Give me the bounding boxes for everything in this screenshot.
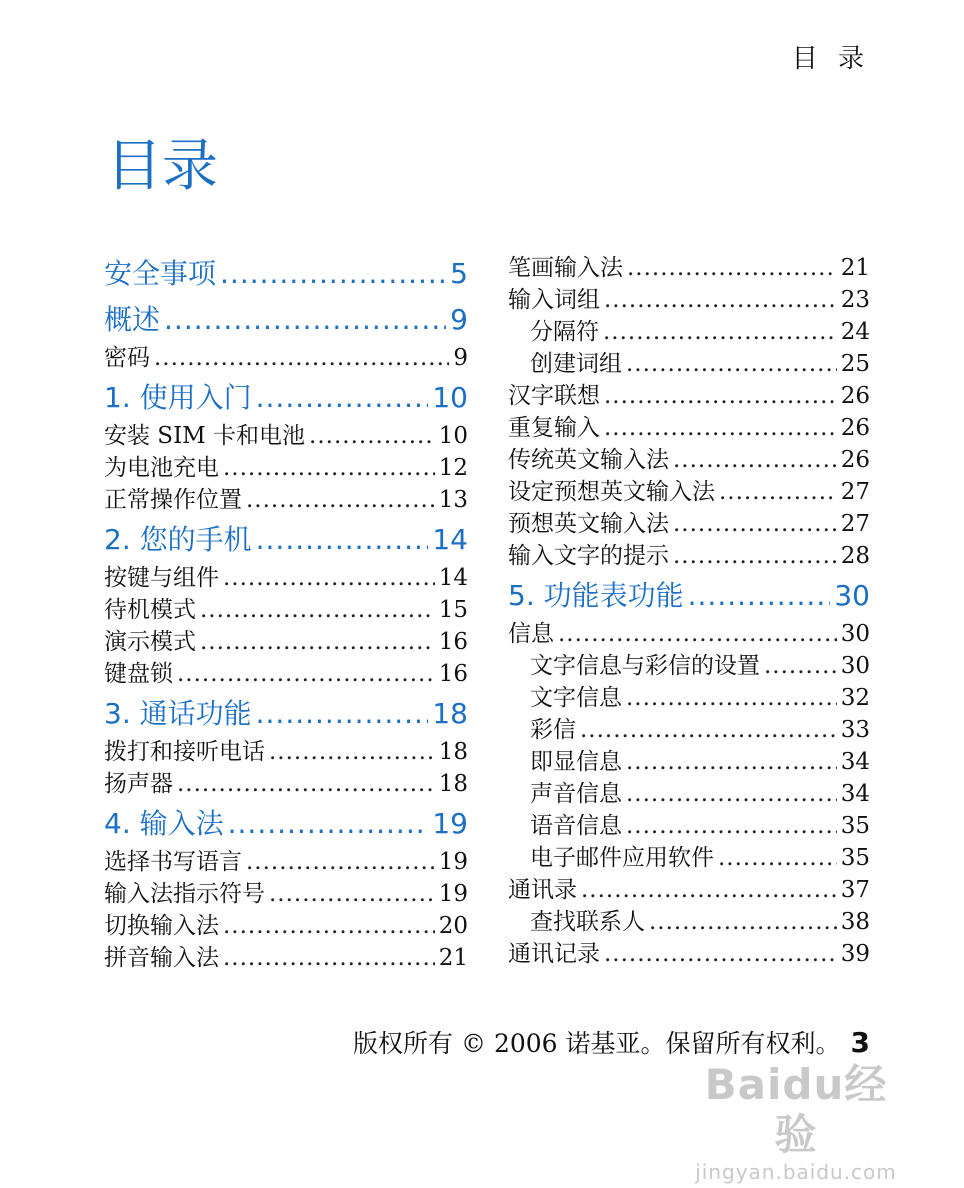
toc-leader-dots (604, 412, 837, 444)
page-title: 目录 (106, 134, 218, 199)
toc-entry-page: 35 (840, 845, 870, 871)
toc-entry[interactable] (104, 562, 468, 594)
toc-entry-page: 19 (432, 807, 468, 840)
toc-entry-label: 安装 SIM 卡和电池 (104, 423, 306, 449)
toc-entry-page: 15 (438, 597, 468, 623)
toc-entry[interactable] (508, 842, 870, 874)
toc-entry-page: 30 (840, 653, 870, 679)
header-title: 目 录 (791, 44, 870, 74)
toc-leader-dots (626, 682, 837, 714)
toc-leader-dots (673, 540, 837, 572)
toc-entry-label: 2. 您的手机 (104, 523, 252, 556)
toc-leader-dots (603, 316, 837, 348)
toc-entry-page: 20 (438, 913, 468, 939)
toc-leader-dots (246, 484, 435, 516)
toc-entry-page: 16 (438, 661, 468, 687)
toc-entry-label: 输入词组 (508, 287, 600, 313)
toc-entry-label: 设定预想英文输入法 (508, 479, 715, 505)
toc-entry[interactable] (508, 252, 870, 284)
toc-entry-label: 信息 (508, 621, 554, 647)
toc-leader-dots (604, 380, 837, 412)
toc-leader-dots (256, 376, 429, 420)
toc-leader-dots (626, 348, 837, 380)
toc-entry-label: 选择书写语言 (104, 849, 242, 875)
footer (330, 1024, 870, 1060)
toc-leader-dots (604, 284, 837, 316)
toc-entry-label: 5. 功能表功能 (508, 579, 684, 612)
toc-entry-label: 安全事项 (104, 257, 217, 290)
toc-entry[interactable] (508, 412, 870, 444)
toc-entry-label: 文字信息 (530, 685, 622, 711)
page-number: 3 (850, 1026, 870, 1059)
toc-leader-dots (223, 452, 435, 484)
copyright-text: 版权所有 © 2006 诺基亚。保留所有权利。 (353, 1029, 841, 1058)
toc-entry-page: 27 (840, 479, 870, 505)
toc-entry-page: 12 (438, 455, 468, 481)
toc-entry[interactable] (104, 768, 468, 800)
toc-entry-page: 37 (840, 877, 870, 903)
toc-leader-dots (228, 802, 429, 846)
toc-chapter-entry[interactable] (104, 518, 468, 562)
toc-entry-label: 创建词组 (530, 351, 622, 377)
toc-leader-dots (177, 768, 435, 800)
toc-entry-label: 预想英文输入法 (508, 511, 669, 537)
toc-entry-page: 10 (438, 423, 468, 449)
toc-leader-dots (177, 658, 435, 690)
toc-entry[interactable] (508, 540, 870, 572)
toc-entry[interactable] (104, 484, 468, 516)
toc-leader-dots (688, 574, 831, 618)
toc-entry-page: 33 (840, 717, 870, 743)
toc-entry[interactable] (508, 874, 870, 906)
toc-entry[interactable] (104, 420, 468, 452)
toc-leader-dots (223, 910, 435, 942)
toc-entry[interactable] (508, 650, 870, 682)
toc-entry[interactable] (508, 778, 870, 810)
toc-leader-dots (649, 906, 837, 938)
toc-entry[interactable] (104, 594, 468, 626)
toc-entry-label: 为电池充电 (104, 455, 219, 481)
toc-entry-label: 电子邮件应用软件 (530, 845, 714, 871)
toc-chapter-entry[interactable] (508, 574, 870, 618)
toc-leader-dots (256, 518, 429, 562)
toc-entry-label: 汉字联想 (508, 383, 600, 409)
toc-entry[interactable] (508, 906, 870, 938)
toc-entry-label: 重复输入 (508, 415, 600, 441)
toc-entry-label: 键盘锁 (104, 661, 173, 687)
toc-right-column (508, 252, 870, 970)
toc-entry-page: 34 (840, 749, 870, 775)
toc-entry-page: 18 (438, 771, 468, 797)
toc-leader-dots (309, 420, 435, 452)
toc-entry-page: 21 (438, 945, 468, 971)
toc-leader-dots (580, 714, 837, 746)
toc-leader-dots (626, 810, 837, 842)
toc-entry-label: 切换输入法 (104, 913, 219, 939)
toc-chapter-entry[interactable] (104, 376, 468, 420)
toc-entry-label: 密码 (104, 345, 150, 371)
toc-entry-page: 5 (450, 257, 468, 290)
toc-entry[interactable] (508, 348, 870, 380)
toc-entry-label: 概述 (104, 303, 161, 336)
toc-entry-page: 9 (450, 303, 468, 336)
toc-entry-page: 35 (840, 813, 870, 839)
toc-entry-label: 拨打和接听电话 (104, 739, 265, 765)
toc-entry-label: 查找联系人 (530, 909, 645, 935)
toc-entry-page: 24 (840, 319, 870, 345)
toc-leader-dots (719, 476, 837, 508)
toc-entry[interactable] (508, 938, 870, 970)
toc-leader-dots (200, 594, 435, 626)
toc-entry-page: 25 (840, 351, 870, 377)
toc-chapter-entry[interactable] (104, 692, 468, 736)
toc-left-column (104, 250, 468, 974)
toc-chapter-entry[interactable] (104, 252, 468, 296)
toc-leader-dots (718, 842, 837, 874)
toc-entry-label: 3. 通话功能 (104, 697, 252, 730)
toc-entry-page: 38 (840, 909, 870, 935)
toc-leader-dots (200, 626, 435, 658)
toc-entry-page: 19 (438, 881, 468, 907)
toc-entry-label: 彩信 (530, 717, 576, 743)
toc-entry-page: 34 (840, 781, 870, 807)
watermark-logo (686, 1060, 906, 1184)
toc-entry[interactable] (104, 736, 468, 768)
toc-entry-label: 文字信息与彩信的设置 (530, 653, 760, 679)
toc-leader-dots (673, 508, 837, 540)
toc-entry[interactable] (508, 508, 870, 540)
toc-entry-page: 18 (438, 739, 468, 765)
toc-entry-page: 26 (840, 383, 870, 409)
toc-entry-label: 按键与组件 (104, 565, 219, 591)
toc-entry-label: 分隔符 (530, 319, 599, 345)
toc-entry[interactable] (104, 878, 468, 910)
toc-leader-dots (256, 692, 429, 736)
toc-leader-dots (581, 874, 837, 906)
toc-leader-dots (154, 342, 449, 374)
toc-entry-label: 输入文字的提示 (508, 543, 669, 569)
toc-entry-page: 32 (840, 685, 870, 711)
toc-entry-page: 14 (438, 565, 468, 591)
toc-entry-page: 14 (432, 523, 468, 556)
toc-entry[interactable] (104, 342, 468, 374)
toc-entry-label: 待机模式 (104, 597, 196, 623)
toc-leader-dots (220, 252, 446, 296)
toc-entry[interactable] (508, 746, 870, 778)
toc-entry-label: 1. 使用入门 (104, 381, 252, 414)
watermark-url: jingyan.baidu.com (695, 1160, 897, 1184)
toc-entry[interactable] (508, 444, 870, 476)
toc-leader-dots (269, 736, 435, 768)
toc-entry-page: 18 (432, 697, 468, 730)
toc-entry-page: 13 (438, 487, 468, 513)
toc-entry[interactable] (508, 810, 870, 842)
toc-entry-label: 通讯录 (508, 877, 577, 903)
toc-entry-page: 16 (438, 629, 468, 655)
toc-entry[interactable] (104, 658, 468, 690)
toc-entry-page: 26 (840, 447, 870, 473)
toc-leader-dots (626, 746, 837, 778)
toc-entry-label: 4. 输入法 (104, 807, 224, 840)
toc-entry-page: 27 (840, 511, 870, 537)
toc-leader-dots (627, 252, 837, 284)
toc-entry-label: 语音信息 (530, 813, 622, 839)
toc-entry-label: 正常操作位置 (104, 487, 242, 513)
toc-entry-page: 9 (453, 345, 468, 371)
toc-entry[interactable] (508, 380, 870, 412)
toc-leader-dots (558, 618, 837, 650)
toc-entry[interactable] (508, 284, 870, 316)
toc-entry-label: 传统英文输入法 (508, 447, 669, 473)
toc-entry-page: 26 (840, 415, 870, 441)
toc-entry-label: 笔画输入法 (508, 255, 623, 281)
toc-entry-page: 19 (438, 849, 468, 875)
watermark-logo-text: Baidu经验 (704, 1060, 888, 1159)
toc-leader-dots (246, 846, 435, 878)
toc-entry[interactable] (104, 452, 468, 484)
toc-entry[interactable] (508, 714, 870, 746)
toc-leader-dots (164, 298, 446, 342)
toc-leader-dots (764, 650, 837, 682)
toc-leader-dots (269, 878, 435, 910)
toc-entry-page: 30 (834, 579, 870, 612)
toc-entry-label: 声音信息 (530, 781, 622, 807)
toc-leader-dots (604, 938, 837, 970)
toc-entry-label: 扬声器 (104, 771, 173, 797)
toc-leader-dots (223, 942, 435, 974)
toc-entry-page: 23 (840, 287, 870, 313)
toc-entry-page: 21 (840, 255, 870, 281)
toc-leader-dots (626, 778, 837, 810)
toc-entry-page: 10 (432, 381, 468, 414)
toc-entry-label: 通讯记录 (508, 941, 600, 967)
toc-entry-label: 演示模式 (104, 629, 196, 655)
toc-leader-dots (673, 444, 837, 476)
toc-entry[interactable] (508, 316, 870, 348)
toc-chapter-entry[interactable] (104, 802, 468, 846)
toc-entry[interactable] (104, 910, 468, 942)
toc-entry-page: 28 (840, 543, 870, 569)
toc-entry[interactable] (508, 618, 870, 650)
toc-entry-label: 即显信息 (530, 749, 622, 775)
toc-leader-dots (223, 562, 435, 594)
toc-entry[interactable] (104, 626, 468, 658)
toc-chapter-entry[interactable] (104, 298, 468, 342)
toc-entry[interactable] (104, 942, 468, 974)
toc-entry[interactable] (104, 846, 468, 878)
toc-entry-label: 输入法指示符号 (104, 881, 265, 907)
toc-entry[interactable] (508, 682, 870, 714)
toc-entry-page: 30 (840, 621, 870, 647)
toc-entry-label: 拼音输入法 (104, 945, 219, 971)
toc-entry-page: 39 (840, 941, 870, 967)
toc-entry[interactable] (508, 476, 870, 508)
